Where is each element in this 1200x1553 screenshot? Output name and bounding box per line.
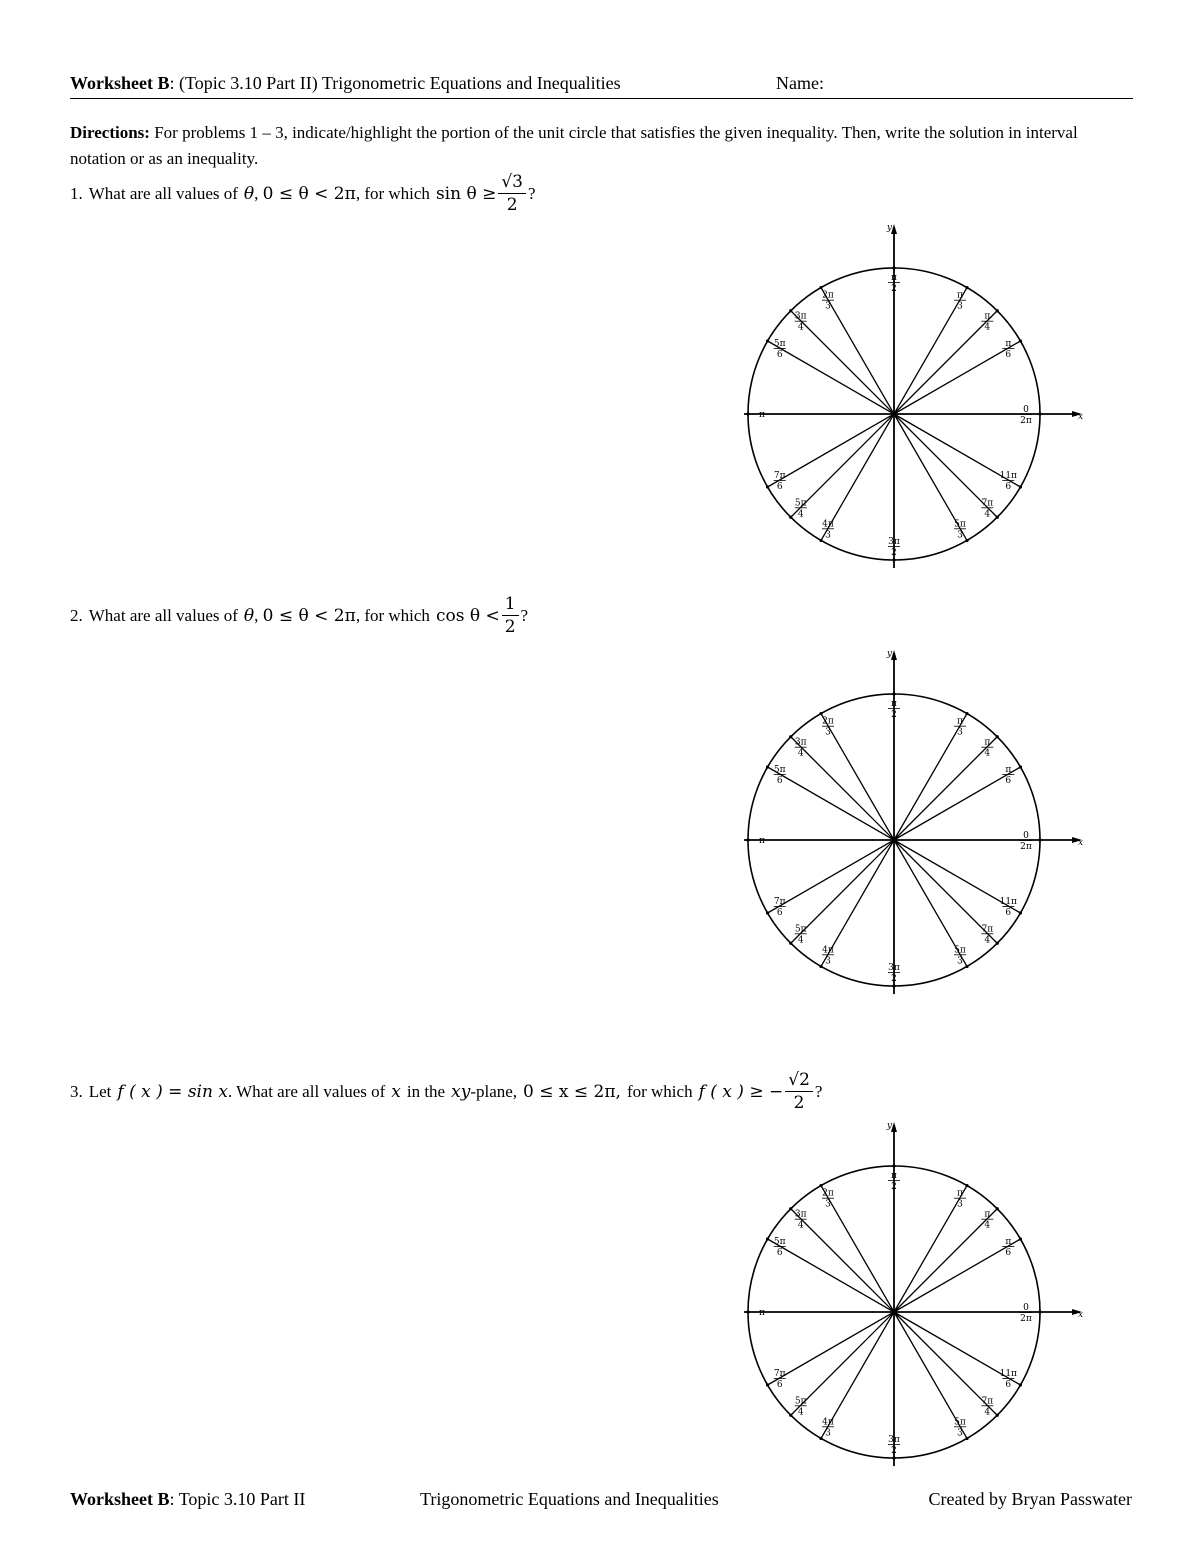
angle-point [789,735,792,738]
angle-denominator: 3 [957,301,963,312]
angle-numerator: π [984,311,991,322]
angle-point [1019,765,1022,768]
angle-point [965,965,968,968]
question-function-definition: f ( x ) = sin x [117,1081,228,1102]
angle-label [822,1417,834,1438]
angle-point [892,692,895,695]
angle-numerator: π [957,716,963,727]
question-variable: θ [243,605,255,626]
angle-label [795,924,807,945]
radius-line [768,767,894,840]
radius-line [768,1312,894,1385]
radius-line [768,840,894,913]
angle-label [1002,765,1014,786]
directions-label: Directions: [70,123,150,142]
angle-point [965,539,968,542]
angle-label [822,519,834,540]
angle-point [789,942,792,945]
angle-point [965,712,968,715]
question-fraction [502,594,519,637]
directions [70,120,1135,172]
angle-label [954,945,966,966]
angle-label [774,471,786,492]
question-variable: x [391,1081,401,1102]
question-fraction [785,1070,813,1113]
angle-label [1000,1369,1017,1390]
angle-point [766,1237,769,1240]
angle-numerator: π [1005,1237,1012,1247]
directions-text: For problems 1 – 3, indicate/highlight the portion of the unit circle that satisfies the given inequality. Then, write the solution in interval notation or as an inequality. [70,123,1078,168]
angle-value: π [759,836,765,846]
angle-numerator: 11π [999,471,1017,481]
angle-numerator: 0 [1023,1303,1029,1313]
angle-point [819,1184,822,1187]
question-number: 1. [70,183,83,203]
radius-line [821,1186,894,1312]
angle-label [1000,897,1017,918]
angle-label [759,1308,765,1318]
angle-label [981,1210,993,1231]
question-expression: cos θ < [435,605,500,626]
angle-denominator: 3 [825,1428,831,1439]
angle-numerator: 7π [773,897,786,907]
angle-point [746,412,749,415]
angle-label [795,1210,807,1231]
radius-line [768,414,894,487]
angle-point [1038,838,1041,841]
worksheet-footer [70,1489,1132,1513]
angle-numerator: 7π [773,471,786,481]
angle-point [789,1414,792,1417]
angle-numerator: 11π [999,897,1017,907]
angle-numerator: 5π [954,519,966,530]
question-2: 2. What are all values of θ , 0 ≤ θ < 2π , for which cos θ < $\frac{1}{2}$ ? [70,594,529,637]
question-domain: 0 ≤ x ≤ 2π, [523,1081,621,1102]
angle-numerator: 5π [773,339,786,349]
angle-label [795,1396,807,1417]
radius-line [821,714,894,840]
radius-line [894,341,1020,414]
question-number: 3. [70,1081,83,1101]
angle-denominator: 3 [825,1199,831,1210]
question-text-mid2: in the [406,1081,446,1101]
header-title-rest: : (Topic 3.10 Part II) Trigonometric Equations and Inequalities [169,73,621,93]
radius-line [894,311,997,414]
angle-denominator: 2 [891,548,897,558]
angle-numerator: 5π [773,1237,786,1247]
question-end: ? [814,1081,823,1101]
angle-point [766,339,769,342]
angle-point [892,984,895,987]
unit-circle-3[interactable] [736,1120,1082,1468]
angle-denominator: 4 [984,509,991,520]
angle-label [954,1417,966,1438]
angle-point [1038,1310,1041,1313]
angle-label [954,519,966,540]
angle-numerator: 5π [773,765,786,775]
question-text-mid1: . What are all values of [227,1081,386,1101]
angle-numerator: 4π [822,945,834,956]
angle-point [819,965,822,968]
angle-label [822,1189,834,1210]
angle-value: π [759,410,765,420]
angle-point [892,558,895,561]
angle-numerator: π [891,1171,897,1181]
angle-point [965,1184,968,1187]
origin-point [892,1310,897,1315]
angle-denominator: 6 [776,1248,783,1258]
angle-point [746,838,749,841]
unit-circle-2[interactable] [736,648,1082,996]
angle-point [819,1437,822,1440]
question-text-mid3: for which [626,1081,693,1101]
angle-numerator: 5π [794,498,807,509]
angle-numerator: π [1005,339,1012,349]
angle-numerator: π [891,273,897,283]
header-divider [70,98,1133,99]
angle-denominator: 6 [776,482,783,492]
angle-label [888,1171,900,1192]
angle-point [996,516,999,519]
angle-numerator: 3π [888,963,900,973]
name-label: Name: [776,73,824,93]
radius-line [791,737,894,840]
angle-denominator: 4 [984,322,991,333]
angle-point [819,539,822,542]
angle-point [789,1207,792,1210]
angle-numerator: 7π [981,1396,994,1407]
angle-point [996,942,999,945]
angle-point [1038,412,1041,415]
angle-denominator: 4 [797,748,804,759]
angle-point [892,1456,895,1459]
radius-line [894,767,1020,840]
question-text: What are all values of [88,605,238,625]
angle-point [996,1414,999,1417]
angle-label [888,1435,900,1456]
angle-label [1020,831,1032,852]
question-number: 2. [70,605,83,625]
angle-point [892,266,895,269]
angle-label [795,498,807,519]
angle-numerator: 4π [822,1417,834,1428]
radius-line [791,311,894,414]
angle-label [981,924,993,945]
radius-line [894,737,997,840]
question-expression: f ( x ) ≥ − [698,1081,784,1102]
angle-label [774,1237,786,1258]
fraction-numerator: √2 [785,1070,813,1092]
question-3 [70,1070,822,1113]
angle-denominator: 2 [891,710,897,720]
question-text-mid: , for which [355,605,430,625]
angle-label [954,291,966,312]
angle-denominator: 4 [797,509,804,520]
angle-denominator: 3 [825,530,831,541]
y-axis-label: y [886,1121,892,1131]
question-end: ? [528,183,536,203]
question-expression: sin θ ≥ [435,183,497,204]
radius-line [894,1186,967,1312]
question-text: What are all values of [88,183,238,203]
angle-numerator: 11π [999,1369,1017,1379]
radius-line [894,288,967,414]
angle-denominator: 6 [1005,482,1012,492]
angle-point [746,1310,749,1313]
angle-denominator: 6 [1005,908,1012,918]
question-domain: 0 ≤ θ < 2π [262,605,356,626]
angle-denominator: 3 [957,956,963,967]
angle-point [766,485,769,488]
radius-line [894,1239,1020,1312]
question-domain: 0 ≤ θ < 2π [262,183,356,204]
angle-numerator: π [984,1209,991,1220]
angle-numerator: 3π [888,1435,900,1445]
angle-label [1002,339,1014,360]
angle-point [789,516,792,519]
angle-numerator: 2π [822,290,834,301]
question-text: Let [88,1081,112,1101]
angle-label [795,738,807,759]
angle-denominator: 3 [825,956,831,967]
angle-denominator: 4 [797,1220,804,1231]
fraction-denominator: 2 [504,617,516,637]
angle-label [981,1396,993,1417]
question-text-mid: , for which [355,183,430,203]
angle-point [996,1207,999,1210]
angle-label [1020,405,1032,426]
y-axis-label: y [886,223,892,233]
x-axis-label: x [1078,838,1084,848]
angle-numerator: π [957,290,963,301]
angle-numerator: 5π [954,945,966,956]
angle-label [795,312,807,333]
unit-circle-1[interactable] [736,222,1082,570]
angle-point [766,765,769,768]
angle-label [759,410,765,420]
angle-point [1019,339,1022,342]
angle-denominator: 6 [1005,1380,1012,1390]
question-1: 1. What are all values of θ , 0 ≤ θ < 2π , for which sin θ ≥ $\frac{√3}{2}$ ? [70,172,536,215]
angle-denominator: 4 [984,748,991,759]
worksheet-header [70,73,1132,97]
angle-point [1019,1237,1022,1240]
angle-label [774,339,786,360]
angle-label [1020,1303,1032,1324]
angle-denominator: 6 [776,908,783,918]
angle-numerator: 2π [822,716,834,727]
angle-point [892,1164,895,1167]
angle-denominator: 3 [957,727,963,738]
radius-line [768,341,894,414]
radius-line [821,288,894,414]
angle-label [759,836,765,846]
angle-point [996,735,999,738]
fraction-numerator: 1 [502,594,519,616]
angle-point [996,309,999,312]
angle-point [819,286,822,289]
angle-numerator: 5π [794,1396,807,1407]
footer-author: Created by Bryan Passwater [928,1489,1132,1509]
angle-label [774,765,786,786]
question-end: ? [520,605,529,625]
angle-denominator: 4 [984,935,991,946]
angle-denominator: 2π [1020,416,1032,426]
angle-denominator: 6 [1005,1248,1012,1258]
angle-denominator: 3 [957,530,963,541]
angle-denominator: 2π [1020,1314,1032,1324]
angle-point [789,309,792,312]
angle-label [981,498,993,519]
fraction-denominator: 2 [506,195,518,215]
angle-denominator: 4 [797,1407,804,1418]
origin-point [892,838,897,843]
angle-label [1002,1237,1014,1258]
angle-numerator: π [984,737,991,748]
angle-label [1000,471,1017,492]
angle-numerator: 3π [794,311,807,322]
angle-denominator: 6 [1005,776,1012,786]
angle-denominator: 3 [825,727,831,738]
angle-numerator: 7π [981,924,994,935]
angle-denominator: 4 [984,1407,991,1418]
radius-line [791,1209,894,1312]
angle-numerator: 3π [794,737,807,748]
angle-numerator: 2π [822,1188,834,1199]
angle-label [822,945,834,966]
angle-denominator: 6 [776,1380,783,1390]
fraction-denominator: 2 [793,1093,805,1113]
angle-point [1019,1383,1022,1386]
angle-denominator: 2 [891,1182,897,1192]
angle-numerator: 3π [888,537,900,547]
x-axis-label: x [1078,1310,1084,1320]
angle-numerator: 3π [794,1209,807,1220]
angle-point [766,911,769,914]
angle-label [888,537,900,558]
y-axis-label: y [886,649,892,659]
angle-denominator: 6 [1005,350,1012,360]
angle-label [888,699,900,720]
x-axis-label: x [1078,412,1084,422]
angle-numerator: 5π [954,1417,966,1428]
angle-numerator: π [957,1188,963,1199]
footer-left-bold: Worksheet B [70,1489,170,1509]
angle-label [822,717,834,738]
footer-left-rest: : Topic 3.10 Part II [169,1489,306,1509]
question-plane-suffix: -plane, [470,1081,518,1101]
angle-label [822,291,834,312]
angle-denominator: 2 [891,1446,897,1456]
angle-label [981,738,993,759]
angle-point [965,286,968,289]
radius-line [894,714,967,840]
origin-point [892,412,897,417]
question-fraction [498,172,526,215]
angle-label [888,963,900,984]
question-variable: θ [243,183,255,204]
angle-numerator: π [1005,765,1012,775]
angle-denominator: 3 [825,301,831,312]
angle-numerator: 7π [981,498,994,509]
footer-middle: Trigonometric Equations and Inequalities [420,1489,719,1509]
angle-point [1019,485,1022,488]
angle-denominator: 4 [984,1220,991,1231]
angle-label [981,312,993,333]
angle-denominator: 6 [776,350,783,360]
angle-numerator: π [891,699,897,709]
angle-denominator: 3 [957,1199,963,1210]
angle-denominator: 4 [797,935,804,946]
radius-line [894,1209,997,1312]
angle-value: π [759,1308,765,1318]
fraction-numerator: √3 [498,172,526,194]
angle-point [766,1383,769,1386]
angle-numerator: 4π [822,519,834,530]
angle-numerator: 7π [773,1369,786,1379]
angle-denominator: 6 [776,776,783,786]
angle-denominator: 2π [1020,842,1032,852]
header-title-bold: Worksheet B [70,73,170,93]
angle-denominator: 2 [891,284,897,294]
angle-denominator: 2 [891,974,897,984]
angle-point [965,1437,968,1440]
angle-numerator: 0 [1023,405,1029,415]
angle-numerator: 0 [1023,831,1029,841]
angle-denominator: 4 [797,322,804,333]
angle-label [888,273,900,294]
angle-label [954,1189,966,1210]
angle-point [1019,911,1022,914]
question-plane: xy [451,1081,471,1102]
angle-numerator: 5π [794,924,807,935]
angle-denominator: 3 [957,1428,963,1439]
angle-point [819,712,822,715]
angle-label [774,1369,786,1390]
angle-label [954,717,966,738]
radius-line [768,1239,894,1312]
angle-label [774,897,786,918]
